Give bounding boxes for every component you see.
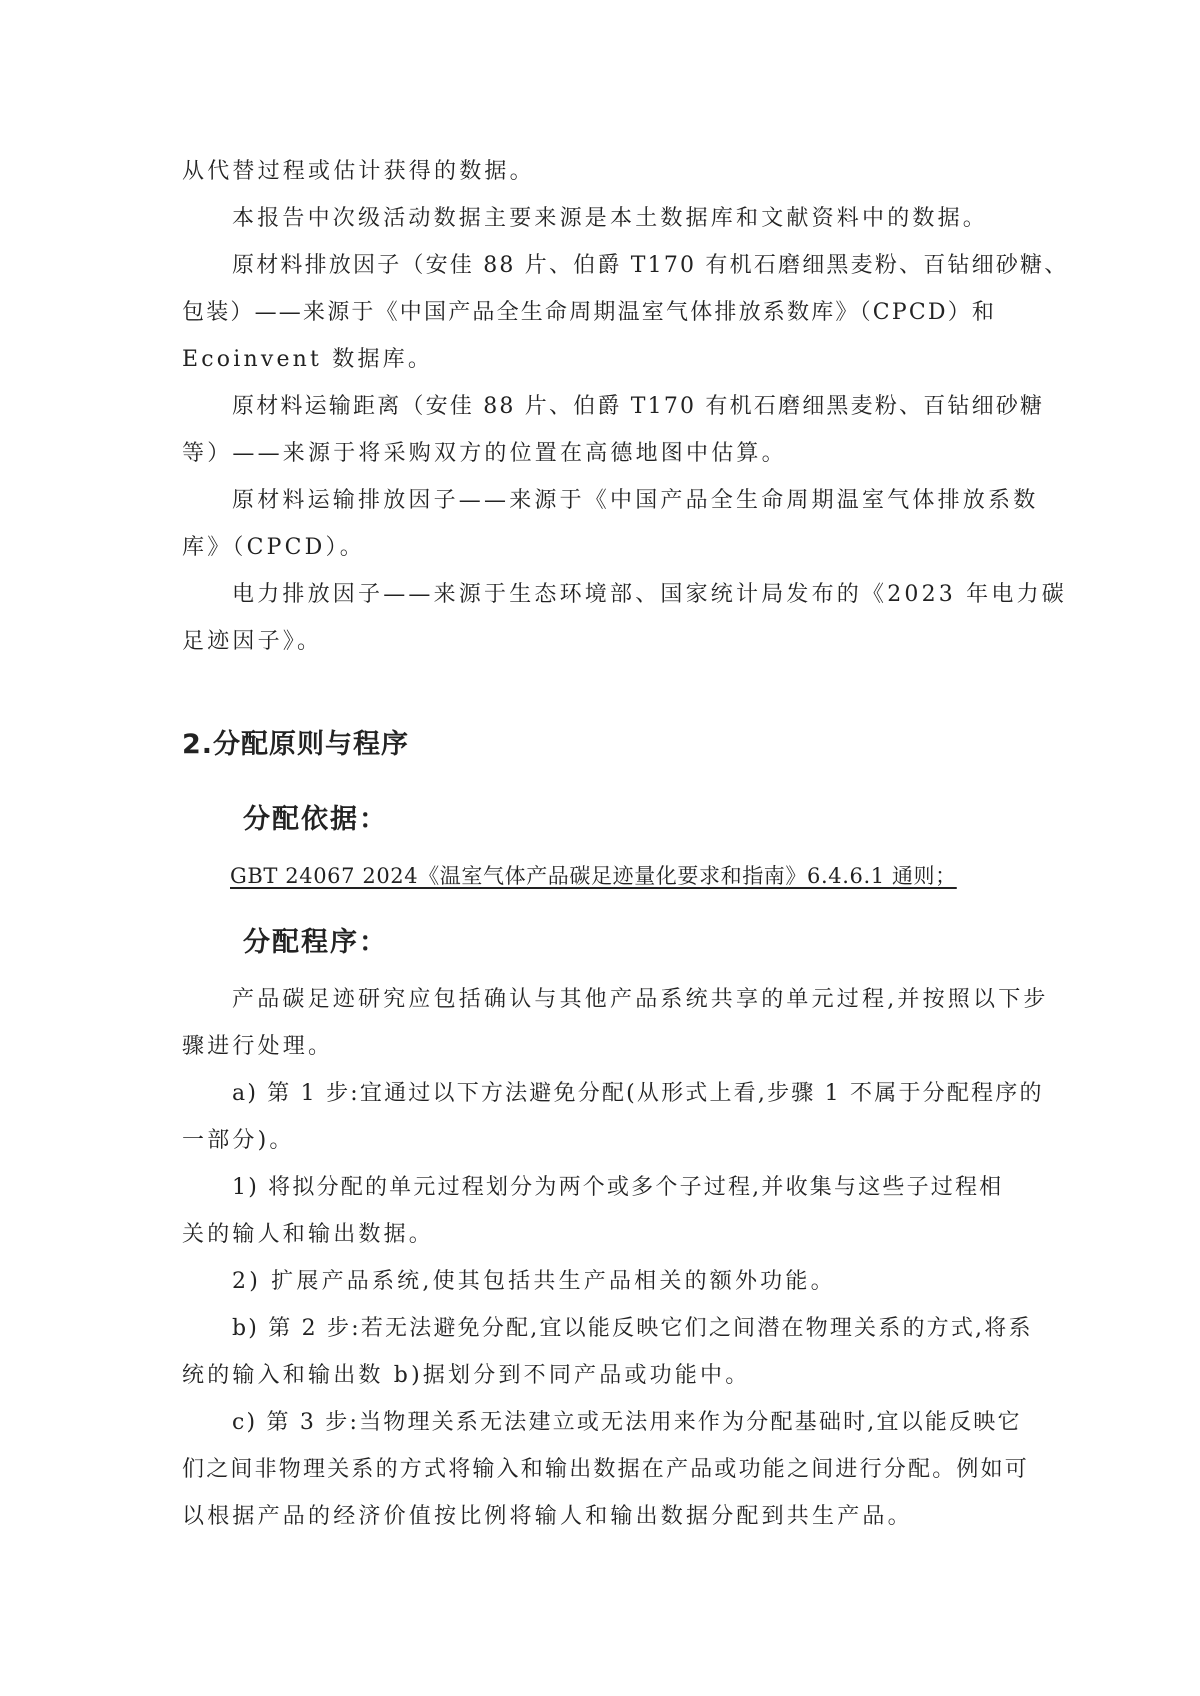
paragraph-line: a) 第 1 步:宜通过以下方法避免分配(从形式上看,步骤 1 不属于分配程序的 xyxy=(232,1081,1044,1106)
paragraph-line: 关的输人和输出数据。 xyxy=(182,1222,435,1247)
paragraph-line: 以根据产品的经济价值按比例将输人和输出数据分配到共生产品。 xyxy=(182,1504,913,1529)
paragraph-line: b) 第 2 步:若无法避免分配,宜以能反映它们之间潜在物理关系的方式,将系 xyxy=(232,1316,1033,1341)
data-sources-text xyxy=(182,148,1068,665)
paragraph-line: 原材料运输排放因子——来源于《中国产品全生命周期温室气体排放系数 xyxy=(232,488,1039,513)
paragraph-line: Ecoinvent 数据库。 xyxy=(182,347,434,372)
paragraph-line: 从代替过程或估计获得的数据。 xyxy=(182,159,535,184)
paragraph-line: 一部分)。 xyxy=(182,1128,295,1153)
paragraph-line: 等）——来源于将采购双方的位置在高德地图中估算。 xyxy=(182,441,787,466)
paragraph-line: 2) 扩展产品系统,使其包括共生产品相关的额外功能。 xyxy=(232,1269,836,1294)
paragraph-line: 1) 将拟分配的单元过程划分为两个或多个子过程,并收集与这些子过程相 xyxy=(232,1175,1004,1200)
basis-heading: 分配依据： xyxy=(243,804,388,835)
section-title: 2.分配原则与程序 xyxy=(182,729,410,760)
paragraph-line: 产品碳足迹研究应包括确认与其他产品系统共享的单元过程,并按照以下步 xyxy=(232,987,1049,1012)
basis-reference: GBT 24067 2024《温室气体产品碳足迹量化要求和指南》6.4.6.1 通则； xyxy=(230,864,957,888)
procedure-heading: 分配程序： xyxy=(243,927,388,958)
paragraph-line: 库》（CPCD）。 xyxy=(182,535,365,560)
paragraph-line: 电力排放因子——来源于生态环境部、国家统计局发布的《2023 年电力碳 xyxy=(232,582,1067,607)
paragraph-line: 骤进行处理。 xyxy=(182,1034,334,1059)
procedure-text xyxy=(182,976,1049,1540)
paragraph-line: 们之间非物理关系的方式将输入和输出数据在产品或功能之间进行分配。例如可 xyxy=(182,1457,1030,1482)
paragraph-line: 包装）——来源于《中国产品全生命周期温室气体排放系数库》（CPCD）和 xyxy=(182,300,997,325)
paragraph-line: 本报告中次级活动数据主要来源是本土数据库和文献资料中的数据。 xyxy=(232,206,989,231)
paragraph-line: 足迹因子》。 xyxy=(182,629,323,654)
paragraph-line: c) 第 3 步:当物理关系无法建立或无法用来作为分配基础时,宜以能反映它 xyxy=(232,1410,1022,1435)
paragraph-line: 原材料排放因子（安佳 88 片、伯爵 T170 有机石磨细黑麦粉、百钻细砂糖、 xyxy=(232,253,1069,278)
paragraph-line: 原材料运输距离（安佳 88 片、伯爵 T170 有机石磨细黑麦粉、百钻细砂糖 xyxy=(232,394,1045,419)
paragraph-line: 统的输入和输出数 b)据划分到不同产品或功能中。 xyxy=(182,1363,751,1388)
